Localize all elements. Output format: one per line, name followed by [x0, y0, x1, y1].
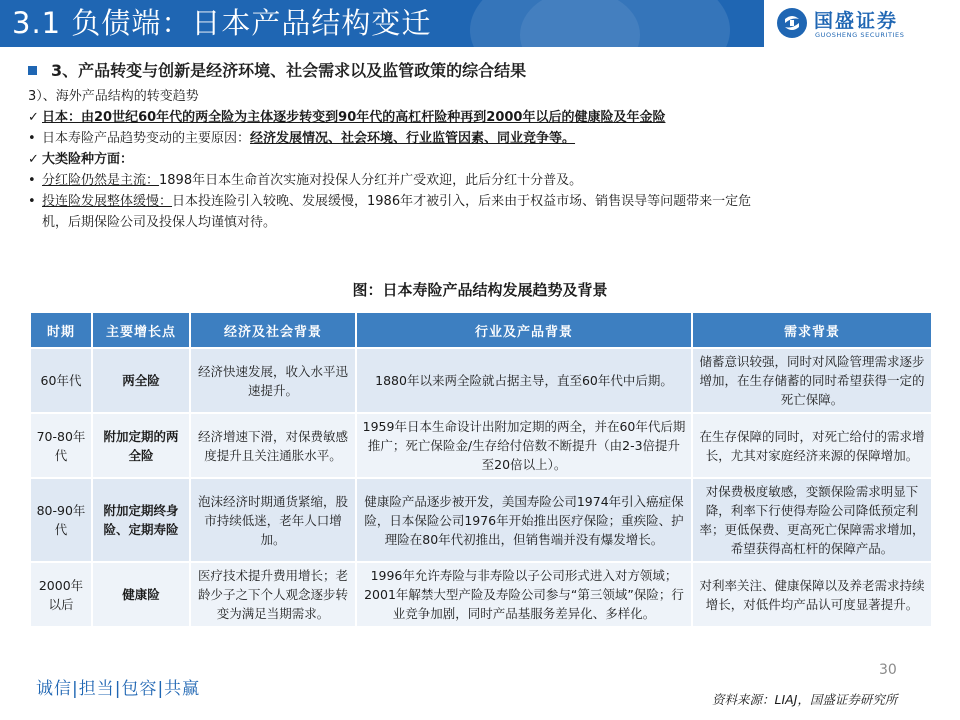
square-bullet-icon [28, 66, 37, 75]
bullet-icon: • [28, 194, 36, 209]
column-header: 行业及产品背景 [356, 312, 692, 348]
brand-logo [764, 0, 960, 47]
logo-emblem-icon [776, 7, 808, 39]
section-heading: 3、产品转变与创新是经济环境、社会需求以及监管政策的综合结果 [28, 58, 938, 84]
source-note: 资料来源：LIAJ，国盛证券研究所 [712, 692, 898, 707]
cell-economy: 医疗技术提升费用增长；老龄少子之下个人观念逐步转变为满足当期需求。 [190, 562, 356, 627]
company-slogan: 诚信|担当|包容|共赢 [36, 679, 201, 699]
column-header: 主要增长点 [92, 312, 190, 348]
cell-economy: 泡沫经济时期通货紧缩，股市持续低迷，老年人口增加。 [190, 478, 356, 562]
cell-growth: 两全险 [92, 348, 190, 413]
check-icon: ✓ [28, 110, 39, 125]
bullet-unit-linked: • 投连险发展整体缓慢：日本投连险引入较晚、发展缓慢，1986年才被引入，后来由于权益市场、销售误导等问题带来一定危 [28, 191, 938, 212]
cell-period: 2000年以后 [30, 562, 92, 627]
table-caption: 图：日本寿险产品结构发展趋势及背景 [352, 281, 608, 299]
page-number: 30 [879, 662, 897, 678]
page-title: 3.1 负债端：日本产品结构变迁 [12, 6, 432, 40]
bullet-reasons: • 日本寿险产品趋势变动的主要原因：经济发展情况、社会环境、行业监管因素、同业竞争等。 [28, 128, 938, 149]
product-trend-table [29, 311, 933, 628]
table-row [30, 413, 932, 478]
cell-demand: 对利率关注、健康保障以及养老需求持续增长，对低件均产品认可度显著提升。 [692, 562, 932, 627]
cell-demand: 在生存保障的同时，对死亡给付的需求增长，尤其对家庭经济来源的保障增加。 [692, 413, 932, 478]
bullet-participating: • 分红险仍然是主流：1898年日本生命首次实施对投保人分红并广受欢迎，此后分红十分普及。 [28, 170, 938, 191]
cell-economy: 经济增速下滑，对保费敏感度提升且关注通胀水平。 [190, 413, 356, 478]
cell-industry: 1959年日本生命设计出附加定期的两全，并在60年代后期推广；死亡保险金/生存给付倍数不断提升（由2-3倍提升至20倍以上）。 [356, 413, 692, 478]
cell-growth: 健康险 [92, 562, 190, 627]
bullet-unit-linked-cont: 机，后期保险公司及投保人均谨慎对待。 [42, 215, 277, 230]
logo-subtext: GUOSHENG SECURITIES [815, 31, 905, 39]
cell-industry: 1880年以来两全险就占据主导，直至60年代中后期。 [356, 348, 692, 413]
subheading: 3）、海外产品结构的转变趋势 [28, 89, 199, 104]
cell-industry: 1996年允许寿险与非寿险以子公司形式进入对方领域；2001年解禁大型产险及寿险公司参与“第三领域”保险；行业竞争加剧，同时产品基服务差异化、多样化。 [356, 562, 692, 627]
header-bar [0, 0, 960, 47]
cell-period: 70-80年代 [30, 413, 92, 478]
cell-period: 80-90年代 [30, 478, 92, 562]
table-header-row [30, 312, 932, 348]
table-row [30, 478, 932, 562]
table-row [30, 348, 932, 413]
table-row [30, 562, 932, 627]
cell-growth: 附加定期终身险、定期寿险 [92, 478, 190, 562]
cell-growth: 附加定期的两全险 [92, 413, 190, 478]
cell-demand: 储蓄意识较强，同时对风险管理需求逐步增加，在生存储蓄的同时希望获得一定的死亡保障。 [692, 348, 932, 413]
cell-economy: 经济快速发展，收入水平迅速提升。 [190, 348, 356, 413]
bullet-icon: • [28, 131, 36, 146]
column-header: 经济及社会背景 [190, 312, 356, 348]
cell-period: 60年代 [30, 348, 92, 413]
bullet-categories: ✓ 大类险种方面： [28, 149, 938, 170]
column-header: 需求背景 [692, 312, 932, 348]
cell-demand: 对保费极度敏感，变额保险需求明显下降，利率下行使得寿险公司降低预定利率；更低保费、更高死亡保障需求增加，希望获得高杠杆的保障产品。 [692, 478, 932, 562]
check-icon: ✓ [28, 152, 39, 167]
header-decoration [520, 0, 640, 47]
logo-text: 国盛证券 [814, 10, 899, 32]
cell-industry: 健康险产品逐步被开发，美国寿险公司1974年引入癌症保险，日本保险公司1976年开始推出医疗保险；重疾险、护理险在80年代初推出，但销售端并没有爆发增长。 [356, 478, 692, 562]
bullet-icon: • [28, 173, 36, 188]
bullet-japan: ✓ 日本：由20世纪60年代的两全险为主体逐步转变到90年代的高杠杆险种再到2000年以后的健康险及年金险 [28, 107, 938, 128]
content-area [28, 58, 938, 233]
column-header: 时期 [30, 312, 92, 348]
